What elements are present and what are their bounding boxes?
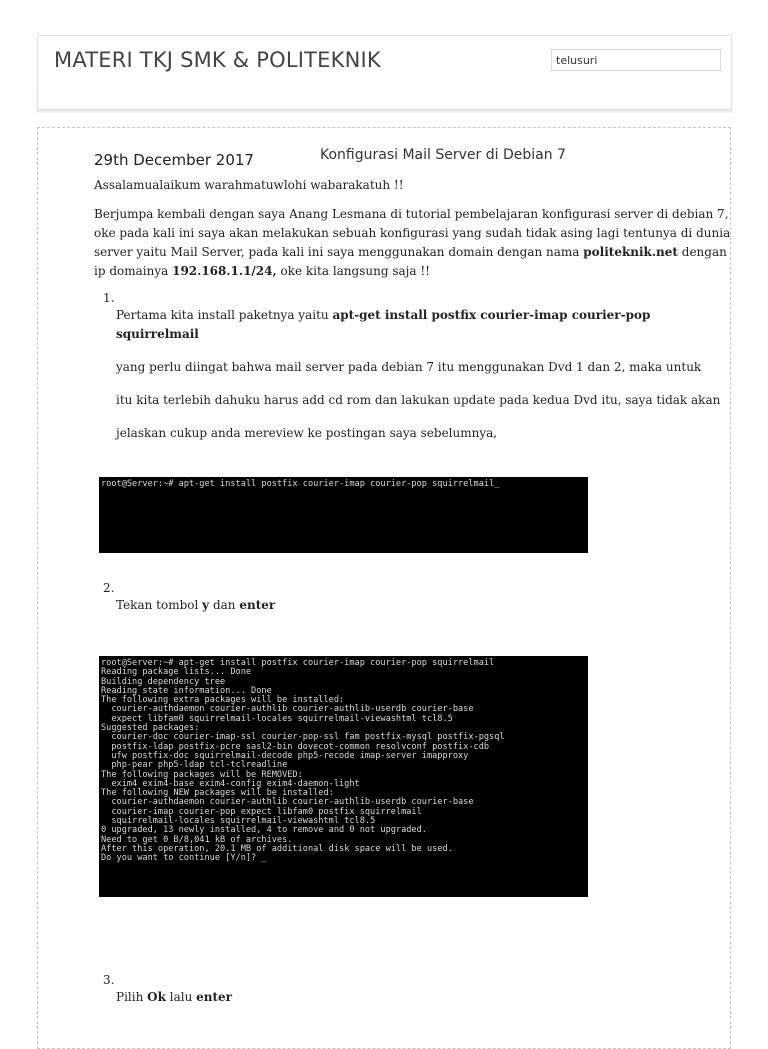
- terminal-screenshot: root@Server:~# apt-get install postfix courier-imap courier-pop squirrelmail Reading package lists... Done Building dependency tree Reading state information... Done The following extra packages will be installed: courier-authdaemon courier-authlib courier-authlib-userdb courier-base expect libfam0 squirrelmail-locales squirrelmail-viewashtml tcl8.5 Suggested packages: courier-doc courier-imap-ssl courier-pop-ssl fam postfix-mysql postfix-pgsql postfix-ldap postfix-pcre sasl2-bin dovecot-common resolvconf postfix-cdb ufw postfix-doc squirrelmail-decode php5-recode imap-server imapproxy php-pear php5-ldap tcl-tclreadline The following packages will be REMOVED: exim4 exim4-base exim4-config exim4-daemon-light The following NEW packages will be installed: courier-authdaemon courier-authlib courier-authlib-userdb courier-base courier-imap courier-pop expect libfam0 postfix squirrelmail squirrelmail-locales squirrelmail-viewashtml tcl8.5 0 upgraded, 13 newly installed, 4 to remove and 0 not upgraded. Need to get 0 B/8,041 kB of archives. After this operation, 20.1 MB of additional disk space will be used. Do you want to continue [Y/n]? _: [99, 656, 588, 897]
- intro-text-1: Berjumpa kembali dengan saya Anang Lesmana di tutorial pembelajaran konfigurasi server di debian 7, oke pada kali ini saya akan melakukan sebuah konfigurasi yang sudah tidak asing lagi tentunya di dunia server yaitu Mail Server, pada kali ini saya menggunakan domain dengan nama: [94, 207, 731, 259]
- site-header: [37, 35, 732, 89]
- terminal-screenshot: root@Server:~# apt-get install postfix courier-imap courier-pop squirrelmail_: [99, 477, 588, 553]
- install-command: apt-get install postfix courier-imap courier-pop squirrelmail: [116, 308, 651, 341]
- step-number: 3.: [103, 973, 115, 987]
- site-title[interactable]: MATERI TKJ SMK & POLITEKNIK: [54, 48, 381, 72]
- step-item: [94, 291, 734, 553]
- step-number: 1.: [103, 291, 115, 305]
- step-text: itu kita terlebih dahuku harus add cd rom dan lakukan update pada kedua Dvd itu, saya tidak akan: [116, 393, 721, 407]
- ip-address: 192.168.1.1/24,: [172, 264, 277, 278]
- search-input[interactable]: [551, 49, 721, 71]
- steps-list: [94, 291, 734, 1007]
- post-title[interactable]: Konfigurasi Mail Server di Debian 7: [320, 147, 566, 163]
- key-label: Ok: [147, 990, 166, 1004]
- intro-paragraph: [94, 205, 739, 281]
- step-text-part: Pilih: [116, 990, 148, 1004]
- greeting-text: Assalamualaikum warahmatuwlohi wabarakatuh !!: [94, 178, 404, 192]
- domain-name: politeknik.net: [583, 245, 678, 259]
- step-text: [94, 306, 734, 344]
- post-card: [37, 127, 731, 1049]
- step-text-part: lalu: [165, 990, 197, 1004]
- intro-text-3: oke kita langsung saja !!: [276, 264, 430, 278]
- intro-text-2: dengan ip domainya: [94, 245, 727, 278]
- step-text-prefix: Pertama kita install paketnya yaitu: [116, 308, 333, 322]
- step-item: [94, 973, 734, 1007]
- key-label: enter: [239, 598, 276, 612]
- key-label: enter: [196, 990, 232, 1004]
- key-label: y: [202, 598, 210, 612]
- post-body: [94, 176, 734, 1017]
- step-text-part: dan: [209, 598, 240, 612]
- step-text: yang perlu diingat bahwa mail server pada debian 7 itu menggunakan Dvd 1 dan 2, maka untuk: [116, 360, 702, 374]
- step-text: [94, 596, 734, 615]
- post-date: 29th December 2017: [94, 151, 254, 169]
- header-subbar: [37, 87, 732, 110]
- step-number: 2.: [103, 581, 115, 595]
- step-text: jelaskan cukup anda mereview ke postingan saya sebelumnya,: [116, 426, 498, 440]
- step-text: [94, 988, 734, 1007]
- step-item: [94, 581, 734, 897]
- step-text-part: Tekan tombol: [116, 598, 203, 612]
